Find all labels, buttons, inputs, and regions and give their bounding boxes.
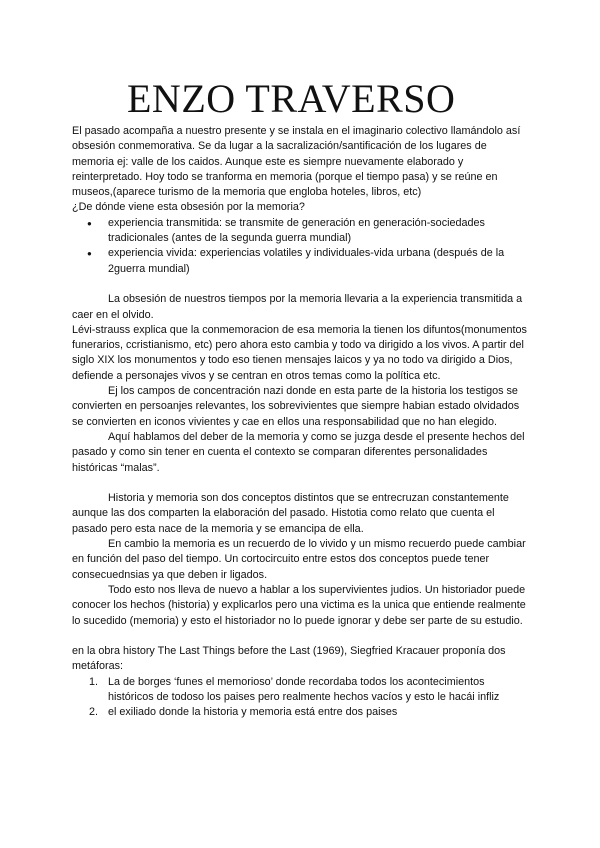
numbered-item [89, 675, 530, 706]
paragraph-campos: Ej los campos de concentración nazi donde en esta parte de la historia los testigos se convierten en persoanjes relevantes, los sobrevivientes que siempre habian estado olvidados se convierten en iconos vivientes y cae en ellos una responsabilidad que no han elegido. [72, 385, 520, 428]
item-number: 2. [89, 706, 99, 719]
item-text: el exiliado donde la historia y memoria está entre dos paises [108, 706, 398, 719]
paragraph-gap [72, 476, 530, 491]
paragraph-supervivientes: Todo esto nos lleva de nuevo a hablar a los supervivientes judios. Un historiador puede conocer los hechos (historia) y explicarlos pero una victima es la unica que entiende realmente lo sucedido (memoria) y esto el historiador no lo puede ignorar y debe ser parte de su estudio. [72, 583, 526, 627]
paragraph-gap [72, 277, 530, 292]
numbered-item [89, 705, 530, 720]
numbered-list [72, 675, 530, 721]
paragraph-question: ¿De dónde viene esta obsesión por la memoria? [72, 201, 305, 214]
paragraph-deber-memoria: Aquí hablamos del deber de la memoria y como se juzga desde el presente hechos del pasado y como sin tener en cuenta el contexto se comparan diferentes personalidades históricas “malas”. [72, 430, 525, 474]
bullet-item: ● experiencia transmitida: se transmite de generación en generación-sociedades tradicionales (antes de la segunda guerra mundial) [108, 216, 530, 247]
paragraph-levi-strauss: Lévi-strauss explica que la conmemoracion de esa memoria la tienen los difuntos(monumentos funerarios, ccristianismo, etc) pero ahora esto cambia y todo va dirigido a los vivos. A partir del siglo XIX los monumentos y todo eso tienen mensajes laicos y ya no todo va dirigido a Dios, defiende a personajes vivos y se centran en otros temas como la política etc. [72, 323, 527, 382]
paragraph-kracauer: en la obra history The Last Things before the Last (1969), Siegfried Kracauer proponía dos metáforas: [72, 645, 506, 673]
bullet-item: ● experiencia vivida: experiencias volatiles y individuales-vida urbana (después de la 2guerra mundial) [108, 246, 530, 277]
paragraph-memoria-recuerdo: En cambio la memoria es un recuerdo de lo vivido y un mismo recuerdo puede cambiar en función del paso del tiempo. Un cortocircuito entre estos dos conceptos puede tener consecuednsias ya que deben ir ligados. [72, 538, 526, 581]
paragraph-gap [72, 629, 530, 644]
document-title: ENZO TRAVERSO [127, 76, 456, 121]
paragraph-obsesion: La obsesión de nuestros tiempos por la memoria llevaria a la experiencia transmitida a caer en el olvido. [72, 293, 523, 321]
document-body [72, 124, 530, 721]
bullet-list [72, 216, 530, 277]
paragraph-historia-memoria: Historia y memoria son dos conceptos distintos que se entrecruzan constantemente aunque las dos comparten la elaboración del pasado. Histotia como relato que cuenta el pasado pero esta nace de la memoria y se emancipa de ella. [72, 492, 509, 535]
paragraph-intro: El pasado acompaña a nuestro presente y se instala en el imaginario colectivo llamándolo así obsesión conmemorativa. Se da lugar a la sacralización/santificación de los lugares de memoria ej: valle de los caidos. Aunque este es siempre nuevamente elaborado y reinterpretado. Hoy todo se tranforma en memoria (porque el tiempo pasa) y se reúne en museos,(aparece turismo de la memoria que engloba hoteles, libros, etc) [72, 125, 521, 199]
item-text: La de borges ‘funes el memorioso’ donde recordaba todos los acontecimientos históricos de todoso los paises pero realmente hechos vacíos y esto le hacái infliz [108, 675, 500, 703]
item-number: 1. [89, 675, 99, 688]
